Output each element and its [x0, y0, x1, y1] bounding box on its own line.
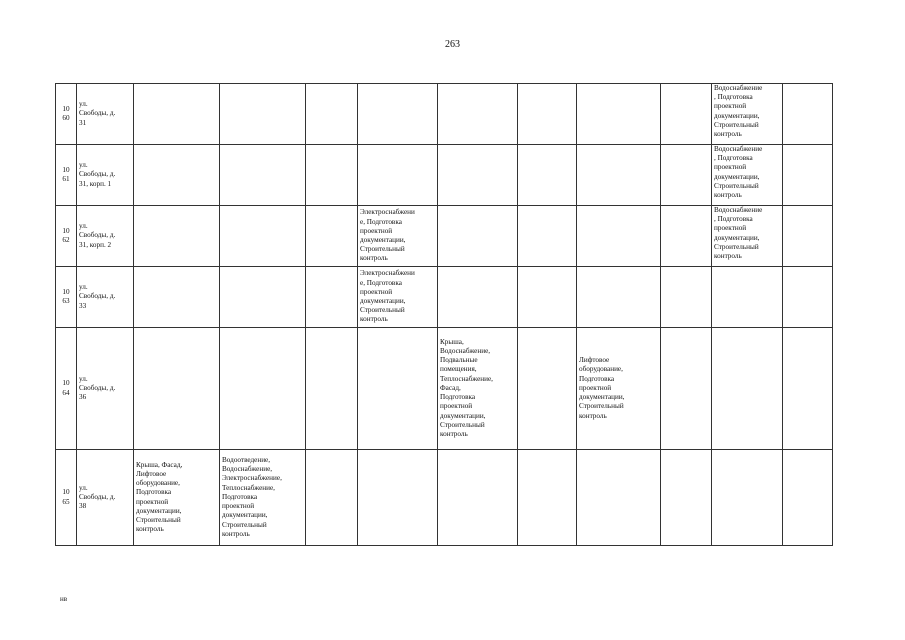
- work-cell-c1: [134, 206, 220, 267]
- work-cell-c5: Крыша, Водоснабжение, Подвальные помещения, Теплоснабжение, Фасад, Подготовка проектной документации, Строительный контроль: [438, 328, 518, 450]
- work-cell-c6: [518, 328, 577, 450]
- repair-schedule-table: [55, 83, 833, 546]
- row-number-cell: 10 62: [56, 206, 77, 267]
- work-cell-c2: [220, 84, 306, 145]
- work-cell-c10: [783, 84, 833, 145]
- work-cell-c7: [577, 206, 661, 267]
- work-cell-c5: [438, 450, 518, 546]
- table-row: [56, 206, 833, 267]
- work-cell-c2: Водоотведение, Водоснабжение, Электроснабжение, Теплоснабжение, Подготовка проектной документации, Строительный контроль: [220, 450, 306, 546]
- address-cell: ул. Свободы, д. 31, корп. 2: [77, 206, 134, 267]
- work-cell-c9: [712, 267, 783, 328]
- work-cell-c5: [438, 267, 518, 328]
- work-cell-c7: Лифтовое оборудование, Подготовка проектной документации, Строительный контроль: [577, 328, 661, 450]
- table-row: [56, 267, 833, 328]
- work-cell-c4: [358, 145, 438, 206]
- work-cell-c1: [134, 267, 220, 328]
- address-cell: ул. Свободы, д. 33: [77, 267, 134, 328]
- work-cell-c9: Водоснабжение , Подготовка проектной документации, Строительный контроль: [712, 145, 783, 206]
- work-cell-c4: Электроснабжени е, Подготовка проектной документации, Строительный контроль: [358, 267, 438, 328]
- work-cell-c9: Водоснабжение , Подготовка проектной документации, Строительный контроль: [712, 206, 783, 267]
- work-cell-c5: [438, 145, 518, 206]
- work-cell-c8: [661, 84, 712, 145]
- work-cell-c2: [220, 145, 306, 206]
- address-cell: ул. Свободы, д. 31, корп. 1: [77, 145, 134, 206]
- work-cell-c2: [220, 267, 306, 328]
- table-row: [56, 84, 833, 145]
- row-number-cell: 10 64: [56, 328, 77, 450]
- work-cell-c10: [783, 206, 833, 267]
- work-cell-c7: [577, 450, 661, 546]
- work-cell-c3: [306, 328, 358, 450]
- work-cell-c3: [306, 84, 358, 145]
- work-cell-c3: [306, 267, 358, 328]
- work-cell-c8: [661, 145, 712, 206]
- work-cell-c3: [306, 206, 358, 267]
- work-cell-c3: [306, 145, 358, 206]
- work-cell-c1: Крыша, Фасад, Лифтовое оборудование, Подготовка проектной документации, Строительный контроль: [134, 450, 220, 546]
- table-row: [56, 145, 833, 206]
- work-cell-c8: [661, 328, 712, 450]
- work-cell-c6: [518, 206, 577, 267]
- work-cell-c6: [518, 145, 577, 206]
- work-cell-c1: [134, 328, 220, 450]
- work-cell-c4: [358, 84, 438, 145]
- table-row: [56, 328, 833, 450]
- work-cell-c1: [134, 84, 220, 145]
- work-cell-c2: [220, 206, 306, 267]
- address-cell: ул. Свободы, д. 38: [77, 450, 134, 546]
- work-cell-c7: [577, 145, 661, 206]
- work-cell-c10: [783, 328, 833, 450]
- row-number-cell: 10 61: [56, 145, 77, 206]
- work-cell-c1: [134, 145, 220, 206]
- work-cell-c5: [438, 206, 518, 267]
- work-cell-c4: [358, 450, 438, 546]
- work-cell-c9: [712, 328, 783, 450]
- work-cell-c9: Водоснабжение , Подготовка проектной документации, Строительный контроль: [712, 84, 783, 145]
- work-cell-c4: [358, 328, 438, 450]
- work-cell-c10: [783, 267, 833, 328]
- page-number: 263: [445, 39, 460, 50]
- work-cell-c9: [712, 450, 783, 546]
- row-number-cell: 10 60: [56, 84, 77, 145]
- work-cell-c6: [518, 267, 577, 328]
- work-cell-c6: [518, 450, 577, 546]
- work-cell-c10: [783, 145, 833, 206]
- work-cell-c2: [220, 328, 306, 450]
- address-cell: ул. Свободы, д. 36: [77, 328, 134, 450]
- work-cell-c7: [577, 267, 661, 328]
- work-cell-c8: [661, 267, 712, 328]
- work-cell-c4: Электроснабжени е, Подготовка проектной документации, Строительный контроль: [358, 206, 438, 267]
- work-cell-c7: [577, 84, 661, 145]
- work-cell-c10: [783, 450, 833, 546]
- footer-mark: нв: [60, 595, 68, 603]
- work-cell-c5: [438, 84, 518, 145]
- address-cell: ул. Свободы, д. 31: [77, 84, 134, 145]
- row-number-cell: 10 65: [56, 450, 77, 546]
- row-number-cell: 10 63: [56, 267, 77, 328]
- work-cell-c8: [661, 450, 712, 546]
- table-body: [56, 84, 833, 546]
- work-cell-c8: [661, 206, 712, 267]
- work-cell-c6: [518, 84, 577, 145]
- table-row: [56, 450, 833, 546]
- work-cell-c3: [306, 450, 358, 546]
